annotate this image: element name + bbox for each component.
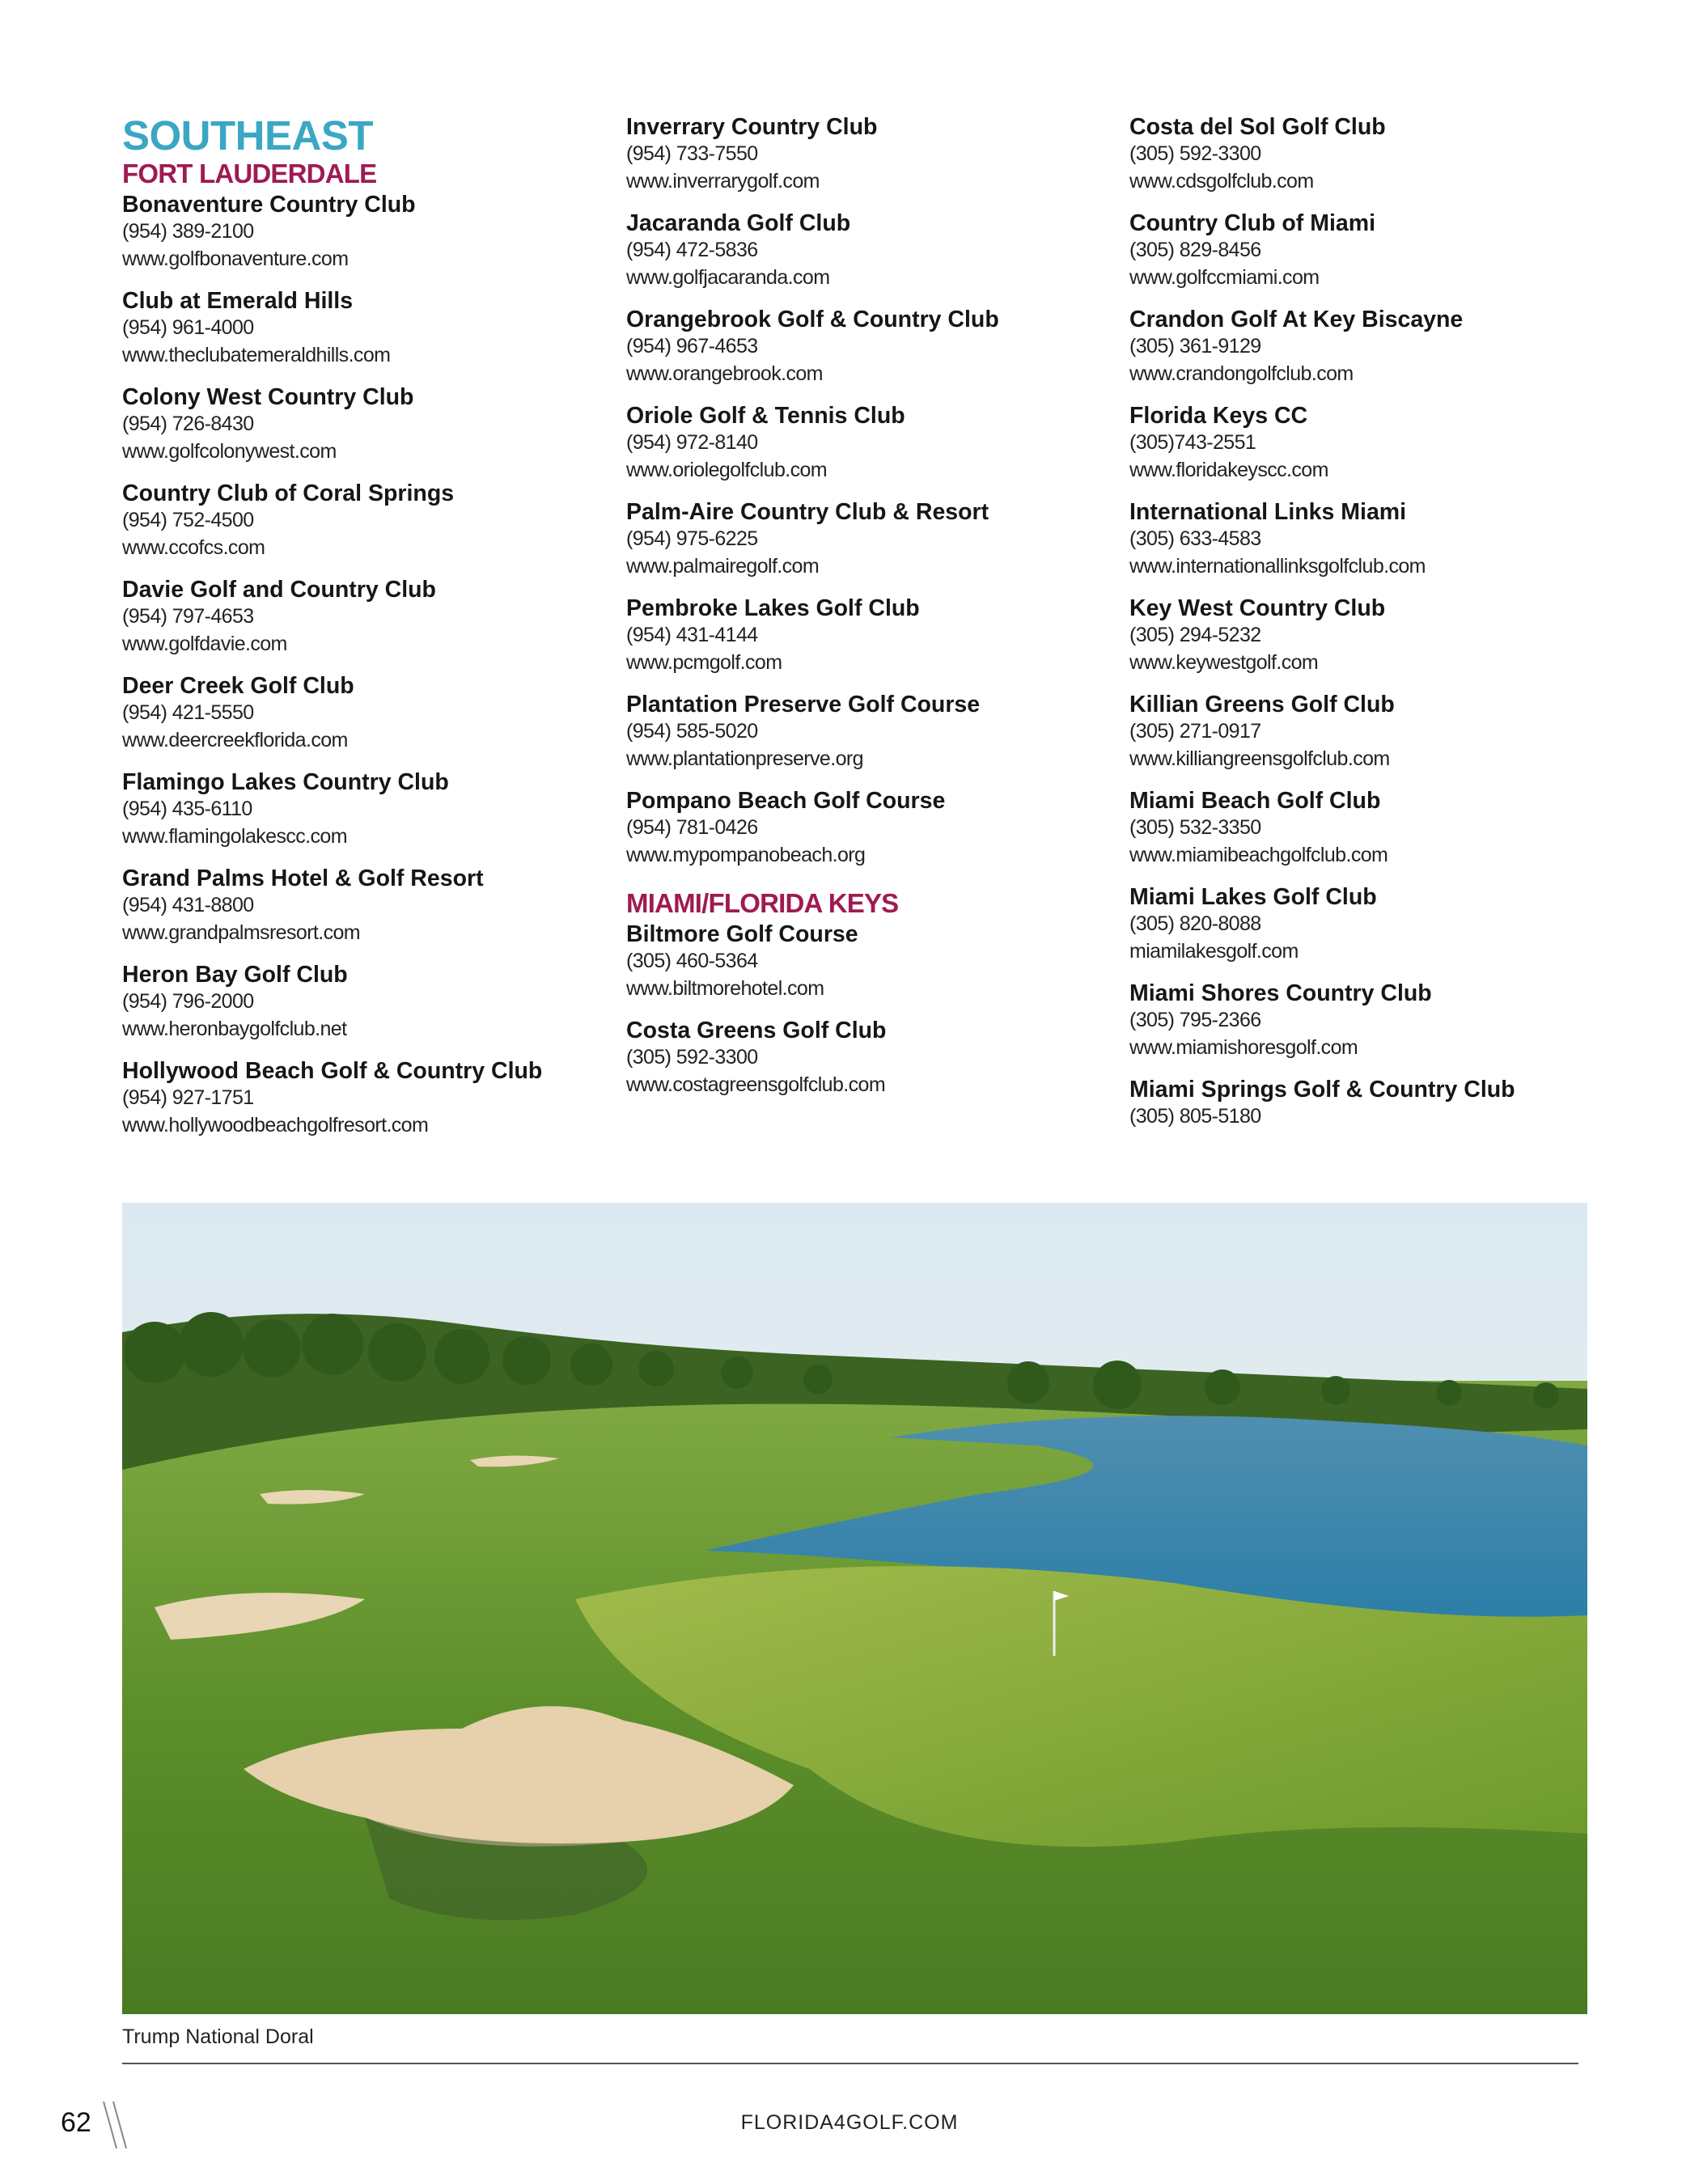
club-phone: (305) 592-3300 bbox=[626, 1046, 758, 1069]
club-name: Miami Beach Golf Club bbox=[1129, 788, 1381, 814]
club-name: Club at Emerald Hills bbox=[122, 288, 354, 314]
club-phone: (305) 633-4583 bbox=[1129, 527, 1261, 550]
club-phone: (954) 431-8800 bbox=[122, 894, 254, 916]
club-entry bbox=[122, 961, 608, 1043]
club-website[interactable]: www.cdsgolfclub.com bbox=[1129, 169, 1314, 193]
club-entry bbox=[1129, 1076, 1615, 1131]
club-phone: (305) 829-8456 bbox=[1129, 239, 1261, 261]
club-entry bbox=[122, 768, 608, 850]
club-phone: (954) 972-8140 bbox=[626, 431, 758, 454]
club-name: Davie Golf and Country Club bbox=[122, 577, 436, 603]
footer-divider bbox=[122, 2063, 1578, 2064]
club-phone: (954) 752-4500 bbox=[122, 509, 254, 531]
club-phone: (954) 961-4000 bbox=[122, 316, 254, 339]
club-entry bbox=[122, 1057, 608, 1139]
club-website[interactable]: www.grandpalmsresort.com bbox=[122, 921, 361, 944]
page-number: 62 bbox=[61, 2107, 91, 2138]
site-url: FLORIDA4GOLF.COM bbox=[740, 2111, 959, 2134]
club-name: International Links Miami bbox=[1129, 499, 1407, 525]
club-phone: (954) 781-0426 bbox=[626, 816, 758, 839]
club-website[interactable]: miamilakesgolf.com bbox=[1129, 939, 1299, 963]
club-phone: (954) 585-5020 bbox=[626, 720, 758, 743]
club-phone: (954) 726-8430 bbox=[122, 413, 254, 435]
club-website[interactable]: www.palmairegolf.com bbox=[626, 554, 820, 578]
club-name: Country Club of Coral Springs bbox=[122, 480, 455, 506]
club-entry bbox=[626, 402, 1112, 484]
club-name: Miami Lakes Golf Club bbox=[1129, 884, 1377, 910]
club-website[interactable]: www.flamingolakescc.com bbox=[122, 824, 347, 848]
club-website[interactable]: www.oriolegolfclub.com bbox=[626, 458, 828, 481]
club-phone: (954) 435-6110 bbox=[122, 798, 252, 820]
club-list-fort-lauderdale bbox=[122, 191, 608, 1139]
club-name: Florida Keys CC bbox=[1129, 403, 1308, 429]
club-website[interactable]: www.costagreensgolfclub.com bbox=[626, 1073, 886, 1096]
club-website[interactable]: www.crandongolfclub.com bbox=[1129, 362, 1354, 385]
listing-column-1 bbox=[122, 113, 608, 1153]
club-name: Heron Bay Golf Club bbox=[122, 962, 348, 988]
club-name: Jacaranda Golf Club bbox=[626, 210, 851, 236]
section-title-fort-lauderdale: FORT LAUDERDALE bbox=[122, 159, 377, 188]
club-name: Pompano Beach Golf Course bbox=[626, 788, 946, 814]
club-website[interactable]: www.plantationpreserve.org bbox=[626, 747, 863, 770]
club-name: Palm-Aire Country Club & Resort bbox=[626, 499, 989, 525]
club-phone: (305) 592-3300 bbox=[1129, 142, 1261, 165]
club-website[interactable]: www.mypompanobeach.org bbox=[626, 843, 866, 866]
club-entry bbox=[122, 191, 608, 273]
club-phone: (305) 294-5232 bbox=[1129, 624, 1261, 646]
club-name: Killian Greens Golf Club bbox=[1129, 692, 1395, 717]
club-phone: (954) 796-2000 bbox=[122, 990, 254, 1013]
club-name: Miami Shores Country Club bbox=[1129, 980, 1432, 1006]
club-name: Flamingo Lakes Country Club bbox=[122, 769, 449, 795]
club-entry bbox=[626, 787, 1112, 869]
club-list-miami-cont bbox=[1129, 113, 1615, 1131]
club-entry bbox=[626, 1017, 1112, 1098]
club-website[interactable]: www.keywestgolf.com bbox=[1129, 650, 1319, 674]
club-website[interactable]: www.golfdavie.com bbox=[122, 632, 287, 655]
club-website[interactable]: www.hollywoodbeachgolfresort.com bbox=[122, 1113, 429, 1136]
club-name: Grand Palms Hotel & Golf Resort bbox=[122, 866, 484, 891]
club-entry bbox=[626, 691, 1112, 772]
club-entry bbox=[1129, 306, 1615, 387]
club-entry bbox=[122, 480, 608, 561]
club-website[interactable]: www.ccofcs.com bbox=[122, 535, 265, 559]
club-name: Pembroke Lakes Golf Club bbox=[626, 595, 920, 621]
club-name: Hollywood Beach Golf & Country Club bbox=[122, 1058, 543, 1084]
club-website[interactable]: www.miamibeachgolfclub.com bbox=[1129, 843, 1388, 866]
golf-course-photo bbox=[122, 1203, 1587, 2014]
club-list-fort-lauderdale-cont bbox=[626, 113, 1112, 869]
club-entry bbox=[122, 576, 608, 658]
club-entry bbox=[122, 287, 608, 369]
club-name: Country Club of Miami bbox=[1129, 210, 1375, 236]
club-entry bbox=[122, 383, 608, 465]
club-phone: (305) 820-8088 bbox=[1129, 912, 1261, 935]
club-phone: (305) 460-5364 bbox=[626, 950, 758, 972]
club-entry bbox=[122, 865, 608, 946]
club-website[interactable]: www.deercreekflorida.com bbox=[122, 728, 348, 751]
club-entry bbox=[626, 595, 1112, 676]
club-website[interactable]: www.internationallinksgolfclub.com bbox=[1129, 554, 1426, 578]
club-name: Key West Country Club bbox=[1129, 595, 1386, 621]
club-website[interactable]: www.floridakeyscc.com bbox=[1129, 458, 1328, 481]
club-phone: (305)743-2551 bbox=[1129, 431, 1256, 454]
club-name: Colony West Country Club bbox=[122, 384, 414, 410]
club-phone: (954) 975-6225 bbox=[626, 527, 758, 550]
club-phone: (305) 271-0917 bbox=[1129, 720, 1261, 743]
club-entry bbox=[1129, 883, 1615, 965]
club-entry bbox=[626, 306, 1112, 387]
club-entry bbox=[626, 498, 1112, 580]
club-website[interactable]: www.golfcolonywest.com bbox=[122, 439, 337, 463]
club-entry bbox=[122, 672, 608, 754]
club-phone: (305) 805-5180 bbox=[1129, 1105, 1261, 1128]
club-entry bbox=[1129, 980, 1615, 1061]
club-name: Deer Creek Golf Club bbox=[122, 673, 354, 699]
club-name: Plantation Preserve Golf Course bbox=[626, 692, 981, 717]
club-list-miami bbox=[626, 921, 1112, 1098]
club-website[interactable]: www.pcmgolf.com bbox=[626, 650, 782, 674]
club-phone: (954) 431-4144 bbox=[626, 624, 758, 646]
club-website[interactable]: www.heronbaygolfclub.net bbox=[122, 1017, 347, 1040]
club-website[interactable]: www.theclubatemeraldhills.com bbox=[122, 343, 391, 366]
club-entry bbox=[626, 113, 1112, 195]
club-name: Crandon Golf At Key Biscayne bbox=[1129, 307, 1464, 332]
club-phone: (954) 472-5836 bbox=[626, 239, 758, 261]
club-name: Bonaventure Country Club bbox=[122, 192, 416, 218]
club-website[interactable]: www.killiangreensgolfclub.com bbox=[1129, 747, 1390, 770]
club-website[interactable]: www.golfbonaventure.com bbox=[122, 247, 349, 270]
club-name: Costa Greens Golf Club bbox=[626, 1018, 887, 1043]
club-entry bbox=[1129, 691, 1615, 772]
club-phone: (954) 733-7550 bbox=[626, 142, 758, 165]
club-phone: (954) 389-2100 bbox=[122, 220, 254, 243]
club-phone: (954) 927-1751 bbox=[122, 1086, 254, 1109]
club-website[interactable]: www.biltmorehotel.com bbox=[626, 976, 824, 1000]
club-entry bbox=[1129, 595, 1615, 676]
club-name: Oriole Golf & Tennis Club bbox=[626, 403, 905, 429]
club-phone: (305) 795-2366 bbox=[1129, 1009, 1261, 1031]
club-name: Miami Springs Golf & Country Club bbox=[1129, 1077, 1515, 1103]
club-entry bbox=[626, 210, 1112, 291]
club-phone: (305) 532-3350 bbox=[1129, 816, 1261, 839]
club-entry bbox=[1129, 498, 1615, 580]
club-entry bbox=[1129, 787, 1615, 869]
club-phone: (954) 967-4653 bbox=[626, 335, 758, 358]
club-phone: (305) 361-9129 bbox=[1129, 335, 1261, 358]
club-entry bbox=[626, 921, 1112, 1002]
club-website[interactable]: www.golfjacaranda.com bbox=[626, 265, 830, 289]
club-entry bbox=[1129, 210, 1615, 291]
club-name: Inverrary Country Club bbox=[626, 114, 878, 140]
section-title-miami-florida-keys: MIAMI/FLORIDA KEYS bbox=[626, 888, 899, 918]
listing-column-3 bbox=[1129, 113, 1615, 1145]
club-website[interactable]: www.orangebrook.com bbox=[626, 362, 823, 385]
region-title: SOUTHEAST bbox=[122, 112, 374, 159]
club-phone: (954) 797-4653 bbox=[122, 605, 254, 628]
club-entry bbox=[1129, 402, 1615, 484]
club-entry bbox=[1129, 113, 1615, 195]
club-website[interactable]: www.inverrarygolf.com bbox=[626, 169, 820, 193]
club-name: Costa del Sol Golf Club bbox=[1129, 114, 1386, 140]
club-website[interactable]: www.golfccmiami.com bbox=[1129, 265, 1320, 289]
photo-caption: Trump National Doral bbox=[122, 2025, 314, 2048]
listing-column-2 bbox=[626, 113, 1112, 1113]
club-phone: (954) 421-5550 bbox=[122, 701, 254, 724]
club-name: Biltmore Golf Course bbox=[626, 921, 858, 947]
club-name: Orangebrook Golf & Country Club bbox=[626, 307, 999, 332]
club-website[interactable]: www.miamishoresgolf.com bbox=[1129, 1035, 1358, 1059]
